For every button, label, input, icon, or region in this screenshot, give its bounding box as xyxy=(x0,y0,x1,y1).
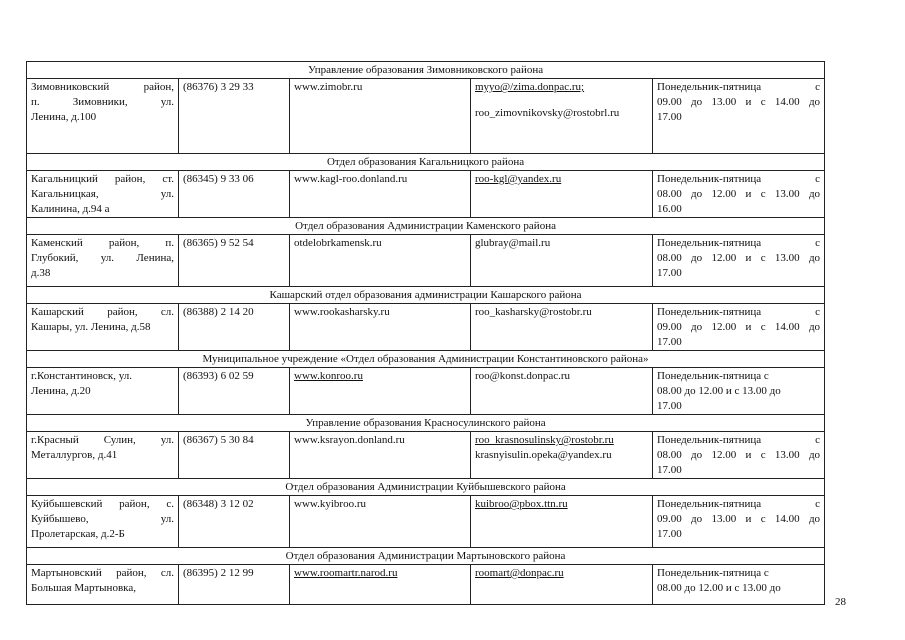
hours-line: Понедельник-пятница с xyxy=(657,434,821,446)
phone-cell: (86345) 9 33 06 xyxy=(179,171,290,218)
phone-cell: (86367) 5 30 84 xyxy=(179,432,290,479)
address-line: Металлургов, д.41 xyxy=(31,449,118,461)
address-line: Кагальницкий район, ст. xyxy=(31,173,174,185)
phone-cell: (86365) 9 52 54 xyxy=(179,235,290,287)
address-line: Калинина, д.94 а xyxy=(31,203,110,215)
email-cell xyxy=(471,79,653,154)
email-link[interactable]: roomart@donpac.ru xyxy=(475,567,564,579)
hours-line: 17.00 xyxy=(657,528,682,540)
spacer xyxy=(475,95,648,106)
section-heading-row xyxy=(27,479,825,496)
website-cell xyxy=(290,368,471,415)
address-line: г.Константиновск, ул. xyxy=(31,370,132,382)
website-cell[interactable]: www.ksrayon.donland.ru xyxy=(290,432,471,479)
email-link[interactable]: roo_zimovnikovsky@rostobrl.ru xyxy=(475,107,620,119)
website-cell[interactable]: www.kagl-roo.donland.ru xyxy=(290,171,471,218)
hours-line: Понедельник-пятница с xyxy=(657,567,769,579)
hours-line: Понедельник-пятница с xyxy=(657,173,821,185)
hours-cell xyxy=(653,432,825,479)
address-line: Куйбышево, ул. xyxy=(31,513,174,525)
address-cell xyxy=(27,171,179,218)
email-link[interactable]: roo-kgl@yandex.ru xyxy=(475,173,562,185)
address-line: д.38 xyxy=(31,267,51,279)
section-heading: Отдел образования Администрации Куйбышевского района xyxy=(27,479,825,496)
email-link[interactable]: kuibroo@pbox.ttn.ru xyxy=(475,498,568,510)
address-line: Мартыновский район, сл. xyxy=(31,567,174,579)
table-row xyxy=(27,171,825,218)
hours-line: 16.00 xyxy=(657,203,682,215)
address-cell xyxy=(27,304,179,351)
section-heading-row xyxy=(27,548,825,565)
hours-line: 09.00 до 13.00 и с 14.00 до xyxy=(657,513,821,525)
section-heading: Управление образования Зимовниковского района xyxy=(27,62,825,79)
section-heading-row xyxy=(27,218,825,235)
hours-line: 08.00 до 12.00 и с 13.00 до xyxy=(657,385,781,397)
section-heading-row xyxy=(27,287,825,304)
website-cell[interactable]: www.rookasharsky.ru xyxy=(290,304,471,351)
table-row xyxy=(27,235,825,287)
hours-cell xyxy=(653,79,825,154)
education-departments-table xyxy=(26,61,825,605)
address-line: Кашары, ул. Ленина, д.58 xyxy=(31,321,151,333)
section-heading-row xyxy=(27,154,825,171)
hours-line: 09.00 до 13.00 и с 14.00 до xyxy=(657,96,821,108)
email-cell xyxy=(471,496,653,548)
address-line: Кагальницкая, ул. xyxy=(31,188,174,200)
phone-cell: (86348) 3 12 02 xyxy=(179,496,290,548)
page-number: 28 xyxy=(835,596,846,608)
address-line: Ленина, д.100 xyxy=(31,111,97,123)
address-cell xyxy=(27,565,179,605)
hours-line: Понедельник-пятница с xyxy=(657,306,821,318)
email-link[interactable]: roo_krasnosulinsky@rostobr.ru xyxy=(475,434,614,446)
address-cell xyxy=(27,432,179,479)
section-heading: Кашарский отдел образования администрации Кашарского района xyxy=(27,287,825,304)
phone-cell: (86393) 6 02 59 xyxy=(179,368,290,415)
email-link[interactable]: myyo@/zima.donpac.ru; xyxy=(475,81,585,93)
hours-cell xyxy=(653,304,825,351)
phone-cell: (86395) 2 12 99 xyxy=(179,565,290,605)
hours-cell xyxy=(653,171,825,218)
table-row xyxy=(27,368,825,415)
address-line: Куйбышевский район, с. xyxy=(31,498,174,510)
address-cell xyxy=(27,79,179,154)
address-line: Пролетарская, д.2-Б xyxy=(31,528,125,540)
website-cell[interactable]: otdelobrkamensk.ru xyxy=(290,235,471,287)
email-cell xyxy=(471,565,653,605)
hours-line: 08.00 до 12.00 и с 13.00 до xyxy=(657,582,781,594)
email-link[interactable]: krasnyisulin.opeka@yandex.ru xyxy=(475,449,612,461)
address-cell xyxy=(27,368,179,415)
section-heading: Отдел образования Кагальницкого района xyxy=(27,154,825,171)
website-cell[interactable]: www.kyibroo.ru xyxy=(290,496,471,548)
address-line: Ленина, д.20 xyxy=(31,385,91,397)
email-cell xyxy=(471,304,653,351)
hours-line: Понедельник-пятница с xyxy=(657,81,821,93)
address-line: Кашарский район, сл. xyxy=(31,306,174,318)
section-heading-row xyxy=(27,62,825,79)
hours-line: 17.00 xyxy=(657,400,682,412)
address-cell xyxy=(27,235,179,287)
hours-line: 17.00 xyxy=(657,336,682,348)
email-link[interactable]: glubray@mail.ru xyxy=(475,237,551,249)
section-heading: Управление образования Красносулинского района xyxy=(27,415,825,432)
address-line: г.Красный Сулин, ул. xyxy=(31,434,174,446)
section-heading-row xyxy=(27,351,825,368)
address-line: Большая Мартыновка, xyxy=(31,582,136,594)
hours-cell xyxy=(653,368,825,415)
table-row xyxy=(27,79,825,154)
hours-line: 09.00 до 12.00 и с 14.00 до xyxy=(657,321,821,333)
address-line: п. Зимовники, ул. xyxy=(31,96,174,108)
hours-cell xyxy=(653,496,825,548)
email-cell xyxy=(471,368,653,415)
phone-cell: (86376) 3 29 33 xyxy=(179,79,290,154)
email-cell xyxy=(471,235,653,287)
section-heading: Отдел образования Администрации Каменского района xyxy=(27,218,825,235)
address-line: Каменский район, п. xyxy=(31,237,174,249)
email-link[interactable]: roo_kasharsky@rostobr.ru xyxy=(475,306,592,318)
address-cell xyxy=(27,496,179,548)
website-link[interactable]: www.konroo.ru xyxy=(294,370,363,382)
section-heading: Отдел образования Администрации Мартыновского района xyxy=(27,548,825,565)
email-link[interactable]: roo@konst.donpac.ru xyxy=(475,370,571,382)
hours-line: 08.00 до 12.00 и с 13.00 до xyxy=(657,449,821,461)
hours-cell xyxy=(653,235,825,287)
table-row xyxy=(27,565,825,605)
section-heading: Муниципальное учреждение «Отдел образования Администрации Константиновского района» xyxy=(27,351,825,368)
hours-line: 17.00 xyxy=(657,267,682,279)
address-line: Зимовниковский район, xyxy=(31,81,174,93)
table-row xyxy=(27,432,825,479)
phone-cell: (86388) 2 14 20 xyxy=(179,304,290,351)
section-heading-row xyxy=(27,415,825,432)
hours-line: Понедельник-пятница с xyxy=(657,498,821,510)
hours-line: 17.00 xyxy=(657,111,682,123)
hours-cell xyxy=(653,565,825,605)
address-line: Глубокий, ул. Ленина, xyxy=(31,252,174,264)
hours-line: Понедельник-пятница с xyxy=(657,370,769,382)
website-cell xyxy=(290,565,471,605)
hours-line: Понедельник-пятница с xyxy=(657,237,821,249)
email-cell xyxy=(471,432,653,479)
hours-line: 08.00 до 12.00 и с 13.00 до xyxy=(657,188,821,200)
hours-line: 17.00 xyxy=(657,464,682,476)
table-row xyxy=(27,304,825,351)
hours-line: 08.00 до 12.00 и с 13.00 до xyxy=(657,252,821,264)
website-link[interactable]: www.roomartr.narod.ru xyxy=(294,567,398,579)
table-row xyxy=(27,496,825,548)
website-cell[interactable]: www.zimobr.ru xyxy=(290,79,471,154)
email-cell xyxy=(471,171,653,218)
